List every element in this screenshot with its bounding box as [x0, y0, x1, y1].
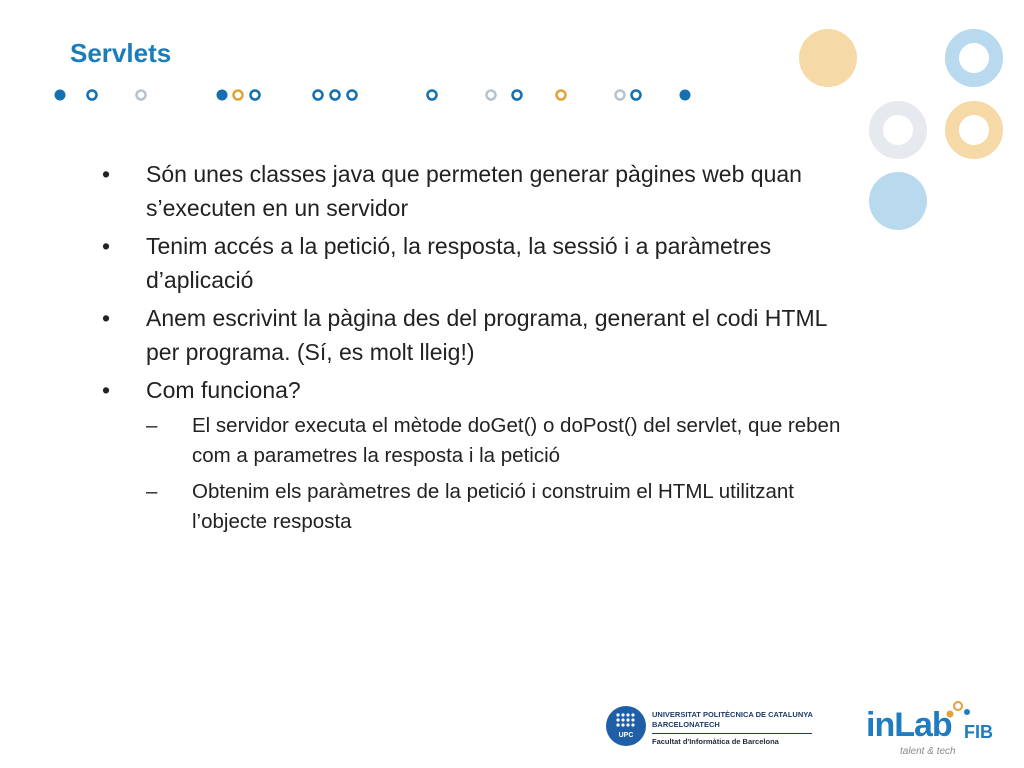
- upc-text: [652, 710, 813, 747]
- bullet-item: [100, 373, 860, 407]
- upc-university-name: UNIVERSITAT POLITÈCNICA DE CATALUNYA: [652, 710, 813, 719]
- dot: [217, 90, 228, 101]
- circle-orange-ring: [952, 108, 996, 152]
- bullet-item: [100, 157, 860, 225]
- dot-ring: [314, 91, 323, 100]
- dot-ring: [557, 91, 566, 100]
- dot-ring: [88, 91, 97, 100]
- dot-ring: [137, 91, 146, 100]
- inlab-fib-label: FIB: [964, 722, 993, 742]
- upc-logo-label: UPC: [618, 732, 634, 739]
- upc-dot-grid-icon: [615, 712, 637, 730]
- circle-gray-ring: [876, 108, 920, 152]
- slide-content: [100, 157, 860, 543]
- upc-logo-block: [606, 706, 836, 754]
- decorative-dot-row: [0, 0, 700, 110]
- dot: [680, 90, 691, 101]
- bullet-text: Com funciona?: [146, 377, 301, 403]
- dot-ring: [348, 91, 357, 100]
- dot: [55, 90, 66, 101]
- dot-ring: [513, 91, 522, 100]
- bullet-symbol: •: [102, 377, 111, 403]
- upc-faculty: Facultat d'Informàtica de Barcelona: [652, 737, 779, 746]
- bullet-symbol: •: [102, 305, 111, 331]
- sub-bullet-symbol: –: [146, 480, 158, 503]
- sub-bullet-text: El servidor executa el mètode doGet() o doPost() del servlet, que reben com a parametres la resposta i la petició: [192, 414, 841, 467]
- circle-orange-filled: [799, 29, 857, 87]
- bullet-text: Són unes classes java que permeten generar pàgines web quan s’executen en un servidor: [146, 161, 802, 221]
- dot-ring: [428, 91, 437, 100]
- slide-title: Servlets: [70, 38, 172, 68]
- sub-bullet-text: Obtenim els paràmetres de la petició i construim el HTML utilitzant l’objecte resposta: [192, 480, 794, 533]
- dot-ring: [487, 91, 496, 100]
- bullet-item: [100, 301, 860, 369]
- bullet-text: Anem escrivint la pàgina des del programa, generant el codi HTML per programa. (Sí, es molt lleig!): [146, 305, 827, 365]
- inlab-logo: [862, 700, 1012, 760]
- dot-ring: [251, 91, 260, 100]
- bullet-item: [100, 229, 860, 297]
- inlab-wordmark: inLab: [866, 706, 952, 744]
- sub-bullet-symbol: –: [146, 414, 158, 437]
- upc-divider: [652, 733, 812, 734]
- bullet-symbol: •: [102, 161, 111, 187]
- dot-ring: [234, 91, 243, 100]
- sub-bullet-item: [100, 411, 860, 471]
- circle-blue-filled: [869, 172, 927, 230]
- dot-ring: [632, 91, 641, 100]
- dot-ring: [331, 91, 340, 100]
- inlab-tagline: talent & tech: [900, 746, 956, 757]
- bullet-symbol: •: [102, 233, 111, 259]
- circle-blue-ring: [952, 36, 996, 80]
- dot-ring: [616, 91, 625, 100]
- bullet-text: Tenim accés a la petició, la resposta, la sessió i a paràmetres d’aplicació: [146, 233, 772, 293]
- upc-logo-icon: [606, 706, 646, 746]
- sub-bullet-item: [100, 477, 860, 537]
- upc-barcelonatech: BARCELONATECH: [652, 720, 720, 729]
